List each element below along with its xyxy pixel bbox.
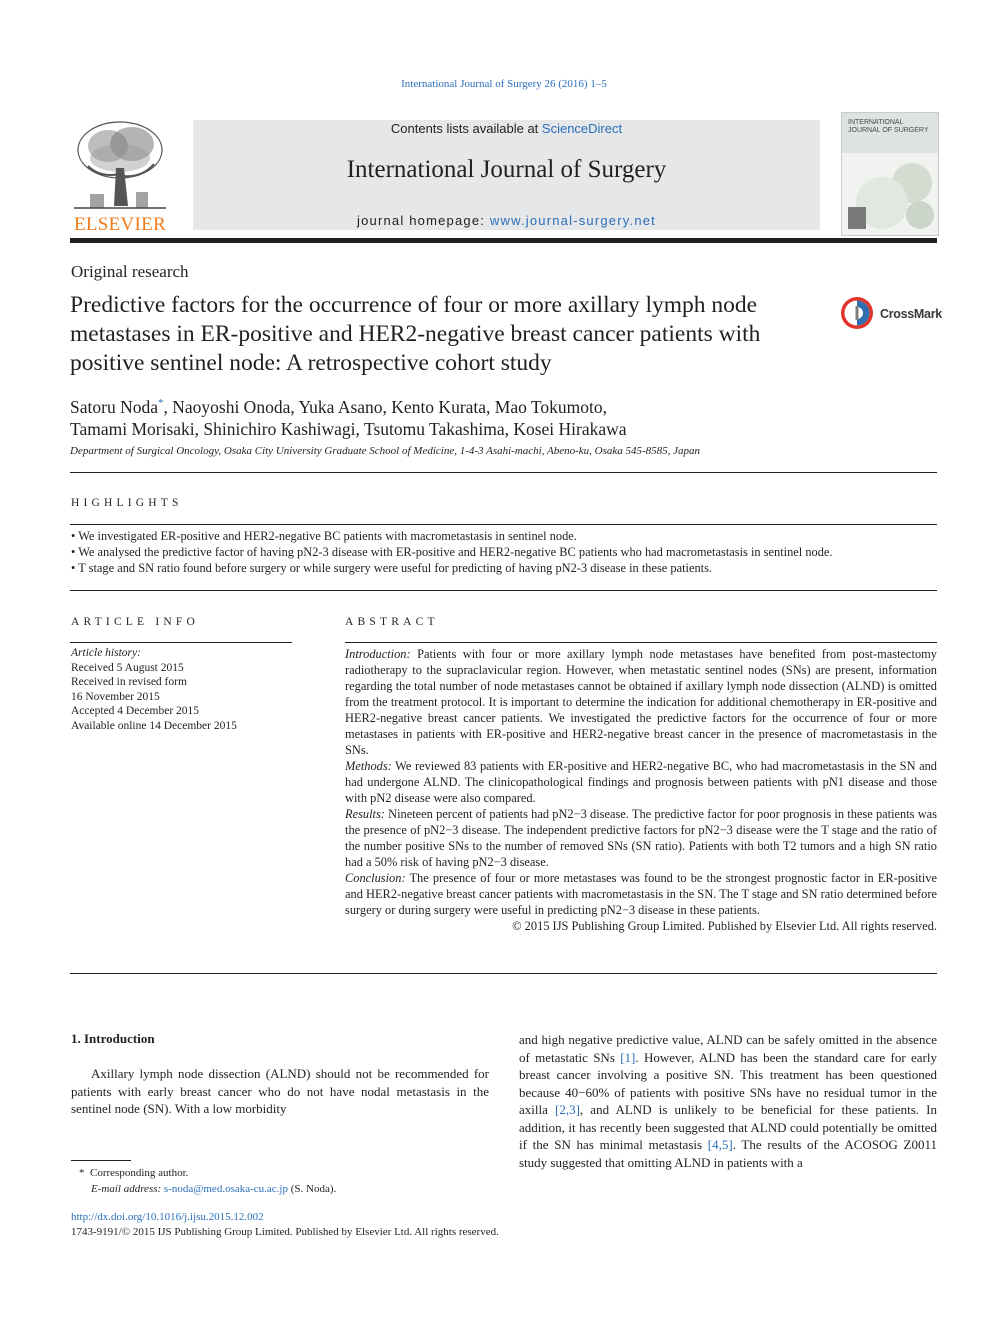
abstract-introduction (345, 646, 937, 758)
abstract-conclusion (345, 870, 937, 918)
crossmark-label: CrossMark (880, 307, 942, 321)
doi-link[interactable]: http://dx.doi.org/10.1016/j.ijsu.2015.12.002 (71, 1211, 264, 1223)
authors-line-2: Tamami Morisaki, Shinichiro Kashiwagi, Tsutomu Takashima, Kosei Hirakawa (70, 418, 627, 439)
journal-cover-thumbnail[interactable] (841, 112, 939, 236)
authors-line-1: , Naoyoshi Onoda, Yuka Asano, Kento Kurata, Mao Tokumoto, (163, 396, 607, 417)
abstract-results (345, 806, 937, 870)
contents-available-line (193, 121, 820, 136)
article-section-label: Original research (71, 262, 189, 281)
journal-masthead (193, 120, 820, 230)
journal-homepage-link[interactable]: www.journal-surgery.net (489, 213, 656, 228)
author-list (70, 392, 770, 440)
article-title: Predictive factors for the occurrence of four or more axillary lymph node metastases in ER-positive and HER2-negative breast cancer patients with positive sentinel node: A retrospective cohort study (70, 292, 761, 376)
corresponding-author-footnote (71, 1165, 336, 1197)
highlight-item: • We investigated ER-positive and HER2-negative BC patients with macrometastasis in sentinel node. (71, 529, 577, 543)
journal-citation[interactable]: International Journal of Surgery 26 (2016) 1–5 (401, 78, 607, 90)
history-received: Received 5 August 2015 (71, 661, 184, 674)
email-suffix: (S. Noda). (287, 1183, 337, 1195)
reference-link[interactable]: [2,3] (555, 1102, 580, 1117)
article-info-rule (70, 642, 292, 643)
abstract-results-label: Results: (345, 807, 385, 821)
sciencedirect-link[interactable]: ScienceDirect (541, 121, 623, 136)
introduction-heading: 1. Introduction (71, 1031, 155, 1046)
homepage-prefix: journal homepage: (357, 213, 490, 228)
abstract-copyright: © 2015 IJS Publishing Group Limited. Published by Elsevier Ltd. All rights reserved. (512, 919, 937, 933)
abstract-conclusion-label: Conclusion: (345, 871, 406, 885)
abstract-intro-text: Patients with four or more axillary lymph node metastases have benefited from post-mastectomy radiotherapy to the supraclavicular region. However, when metastatic sentinel nodes (SNs) are present, information regarding the total number of node metastases cannot be obtained if axillary lymph node dissection (ALND) is omitted from the treatment protocol. It is important to determine the indication for additional chemotherapy in ER-positive and HER2-negative breast cancer patients. We investigated the predictive factors for the occurrence of four or more metastases in patients with ER-positive and HER2-negative breast cancer in the presence of macrometastasis in the SNs. (345, 647, 937, 757)
highlights-list (71, 528, 951, 576)
introduction-left-column: Axillary lymph node dissection (ALND) should not be recommended for patients with early breast cancer who do not have nodal metastasis in the sentinel node (SN). With a low morbidity (71, 1066, 489, 1116)
journal-title: International Journal of Surgery (346, 156, 667, 183)
cover-title: INTERNATIONAL JOURNAL OF SURGERY (848, 119, 929, 134)
crossmark-badge[interactable] (840, 296, 940, 334)
introduction-right-column (519, 1031, 937, 1171)
author-affiliation: Department of Surgical Oncology, Osaka City University Graduate School of Medicine, 1-4-3 Asahi-machi, Abeno-ku, Osaka 545-8585, Japan (70, 445, 701, 457)
history-label: Article history: (71, 647, 141, 659)
highlights-bottom-rule (70, 590, 937, 591)
front-matter-end-rule (70, 973, 937, 974)
history-revised-date: 16 November 2015 (71, 690, 160, 703)
corresponding-author-mark[interactable]: * (157, 397, 164, 409)
abstract-body (345, 646, 937, 934)
highlights-heading: HIGHLIGHTS (71, 497, 183, 509)
history-accepted: Accepted 4 December 2015 (71, 705, 200, 717)
article-info-heading: ARTICLE INFO (71, 616, 199, 628)
abstract-intro-label: Introduction: (345, 647, 411, 661)
author-email-link[interactable]: s-noda@med.osaka-cu.ac.jp (163, 1183, 288, 1195)
highlights-rule (70, 524, 937, 525)
intro-text: and high negative predictive value, ALND can be safely omitted in the absence of metastatic SNs (519, 1032, 937, 1065)
abstract-methods-label: Methods: (345, 759, 392, 773)
contents-prefix: Contents lists available at (390, 121, 542, 136)
intro-text: , and ALND is unlikely to be beneficial for these patients. In addition, it has recently been suggested that ALND could potentially be omitted if the SN has minimal metastasis (519, 1102, 937, 1152)
abstract-heading: ABSTRACT (345, 616, 439, 628)
issn-copyright-line: 1743-9191/© 2015 IJS Publishing Group Limited. Published by Elsevier Ltd. All rights reserved. (71, 1226, 499, 1238)
abstract-methods (345, 758, 937, 806)
first-author[interactable]: Satoru Noda (70, 396, 158, 417)
crossmark-icon (840, 296, 874, 330)
reference-link[interactable]: [1] (620, 1049, 636, 1065)
abstract-rule (345, 642, 937, 643)
affiliation-rule (70, 472, 937, 473)
history-online: Available online 14 December 2015 (71, 719, 237, 732)
reference-link[interactable]: [4,5] (707, 1137, 733, 1152)
cover-publisher-mark (848, 207, 866, 229)
abstract-results-text: Nineteen percent of patients had pN2−3 disease. The predictive factor for poor prognosis in these patients was the presence of pN2−3 disease. The independent predictive factors for pN2−3 disease were the T stage and the ratio of the number positive SNs to the number of removed SNs (SN ratio). Patients with both T2 tumors and a high SN ratio had a 50% risk of having pN2−3 disease. (345, 807, 937, 869)
footnote-corresponding (71, 1165, 336, 1181)
footnote-email (71, 1181, 336, 1197)
article-history (71, 646, 293, 733)
abstract-conclusion-text: The presence of four or more metastases was found to be the strongest prognostic factor in ER-positive and HER2-negative breast cancer patients with macrometastasis in the SN. The T stage and SN ratio determined before surgery or during surgery were useful in predicting pN2−3 disease in these patients. (345, 871, 937, 917)
footnote-rule (71, 1160, 131, 1161)
intro-text: . The results of the ACOSOG Z0011 study suggested that omitting ALND in patients with a (519, 1137, 937, 1170)
elsevier-tree-icon (70, 118, 170, 214)
abstract-methods-text: We reviewed 83 patients with ER-positive and HER2-negative BC, who had macrometastasis in the SN and had undergone ALND. The clinicopathological findings and prognosis between patients with pN1 disease and those with pN2 disease were also compared. (345, 759, 937, 805)
footnote-mark: * (79, 1167, 85, 1179)
header-rule (70, 238, 937, 243)
highlight-item: • We analysed the predictive factor of having pN2-3 disease with ER-positive and HER2-negative BC patients who had macrometastasis in sentinel node. (71, 545, 833, 559)
elsevier-wordmark: ELSEVIER (73, 214, 167, 235)
elsevier-logo (68, 118, 172, 234)
journal-homepage-line (193, 213, 820, 228)
highlight-item: • T stage and SN ratio found before surgery or while surgery were useful for predicting of having pN2-3 disease in these patients. (71, 561, 713, 575)
footnote-corresponding-text: Corresponding author. (90, 1167, 189, 1179)
email-label: E-mail address: (91, 1183, 164, 1195)
history-revised: Received in revised form (71, 676, 187, 688)
intro-text: . However, ALND has been the standard care for early breast cancer involving a positive SN. This treatment has been questioned because 40−60% of patients with positive SNs have no residual tumor in the axilla (519, 1049, 937, 1117)
